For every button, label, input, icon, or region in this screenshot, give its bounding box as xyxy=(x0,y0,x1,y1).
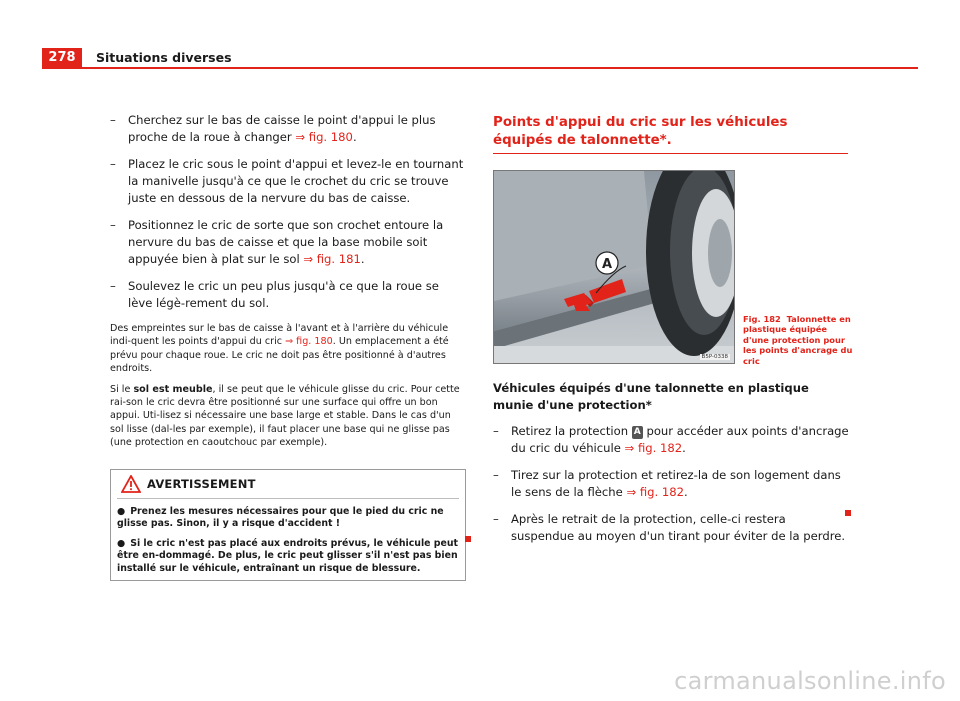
watermark: carmanualsonline.info xyxy=(674,667,946,695)
step-item xyxy=(110,217,466,268)
paragraph-soft-ground xyxy=(110,383,466,450)
figure-link[interactable]: ⇒ fig. 180 xyxy=(285,336,333,348)
step-dash: – xyxy=(110,279,116,293)
step-text-mid: pour accéder aux points d'ancrage du cric du véhicule xyxy=(511,424,849,455)
step-text: Après le retrait de la protection, celle-ci restera suspendue au moyen d'un tirant pour éviter de la perdre. xyxy=(511,512,846,543)
step-text: Retirez la protection xyxy=(511,424,632,438)
step-text: Cherchez sur le bas de caisse le point d'appui le plus proche de la roue à changer xyxy=(128,113,436,144)
figure-caption xyxy=(743,314,853,366)
paragraph-text-end: , il se peut que le véhicule glisse du cric. Pour cette rai-son le cric devra être positionné sur une surface qui offre un bon appui. Uti-lisez si nécessaire une base large et stable. Dans le cas d'un sol lisse (dal-les par exemple), il faut placer une base qui ne glisse pas (une protection en caoutchouc par exemple). xyxy=(110,383,460,449)
page-number: 278 xyxy=(42,48,82,68)
step-text: Placez le cric sous le point d'appui et levez-le en tournant la manivelle jusqu'à ce que le crochet du cric se trouve juste en dessous de la nervure du bas de caisse. xyxy=(128,157,464,205)
step-text-end: . xyxy=(352,130,357,144)
paragraph-jack-points xyxy=(110,322,466,376)
figure-code: B5P-0338 xyxy=(701,354,728,360)
left-column xyxy=(110,112,466,581)
step-dash: – xyxy=(110,218,116,232)
step-item xyxy=(493,511,849,545)
paragraph-emphasis: sol est meuble xyxy=(133,383,213,395)
figure-caption-label: Fig. 182 xyxy=(743,314,781,324)
bullet-icon: ● xyxy=(117,505,126,517)
figure-link[interactable]: ⇒ fig. 180 xyxy=(295,130,353,144)
figure-link[interactable]: ⇒ fig. 181 xyxy=(303,252,361,266)
section-title: Points d'appui du cric sur les véhicules équipés de talonnette*. xyxy=(493,114,848,154)
paragraph-text-end: . Un emplacement a été prévu pour chaque roue. Le cric ne doit pas être positionné à d'autres endroits. xyxy=(110,336,449,375)
warning-item xyxy=(117,538,459,576)
step-item xyxy=(493,467,849,501)
step-dash: – xyxy=(493,512,499,526)
warning-item xyxy=(117,506,459,531)
step-item xyxy=(493,423,849,457)
figure-callout-a: A xyxy=(601,257,613,272)
step-text-end: . xyxy=(684,485,688,499)
header-rule xyxy=(42,67,918,69)
paragraph-text: Si le xyxy=(110,383,134,395)
step-text-end: . xyxy=(682,441,686,455)
step-item xyxy=(110,112,466,146)
warning-header xyxy=(117,470,459,499)
step-text-end: . xyxy=(360,252,365,266)
paragraph-text: Des empreintes sur le bas de caisse à l'avant et à l'arrière du véhicule indi-quent les points d'appui du cric xyxy=(110,323,449,348)
figure-link[interactable]: ⇒ fig. 182 xyxy=(626,485,685,499)
page-header-title: Situations diverses xyxy=(96,50,232,65)
step-text: Soulevez le cric un peu plus jusqu'à ce que la roue se lève légè-rement du sol. xyxy=(128,279,439,310)
figure-link[interactable]: ⇒ fig. 182 xyxy=(624,441,683,455)
warning-item-text: Prenez les mesures nécessaires pour que le pied du cric ne glisse pas. Sinon, il y a risque d'accident ! xyxy=(117,505,444,530)
step-text: Tirez sur la protection et retirez-la de son logement dans le sens de la flèche xyxy=(511,468,841,499)
figure-182 xyxy=(493,170,853,366)
step-text: Positionnez le cric de sorte que son crochet entoure la nervure du bas de caisse et que la base mobile soit appuyée bien à plat sur le sol xyxy=(128,218,444,266)
bullet-icon: ● xyxy=(117,537,126,549)
warning-item-text: Si le cric n'est pas placé aux endroits prévus, le véhicule peut être en-dommagé. De plus, le cric peut glisser s'il n'est pas bien installé sur le véhicule, entraînant un risque de blessure. xyxy=(117,537,459,575)
right-column xyxy=(493,114,853,555)
warning-triangle-icon xyxy=(121,475,141,493)
figure-image xyxy=(493,170,735,364)
warning-title: AVERTISSEMENT xyxy=(147,476,256,491)
warning-box xyxy=(110,469,466,581)
step-item xyxy=(110,278,466,312)
car-sill-illustration xyxy=(494,171,734,363)
step-dash: – xyxy=(110,157,116,171)
figure-caption-text: Talonnette en plastique équipée d'une protection pour les points d'ancrage du cric xyxy=(743,314,853,366)
step-dash: – xyxy=(110,113,116,127)
callout-badge: A xyxy=(632,426,643,439)
sub-heading: Véhicules équipés d'une talonnette en plastique munie d'une protection* xyxy=(493,381,809,412)
step-dash: – xyxy=(493,468,499,482)
section-end-marker xyxy=(465,536,471,542)
section-end-marker xyxy=(845,510,851,516)
step-item xyxy=(110,156,466,207)
step-dash: – xyxy=(493,424,499,438)
